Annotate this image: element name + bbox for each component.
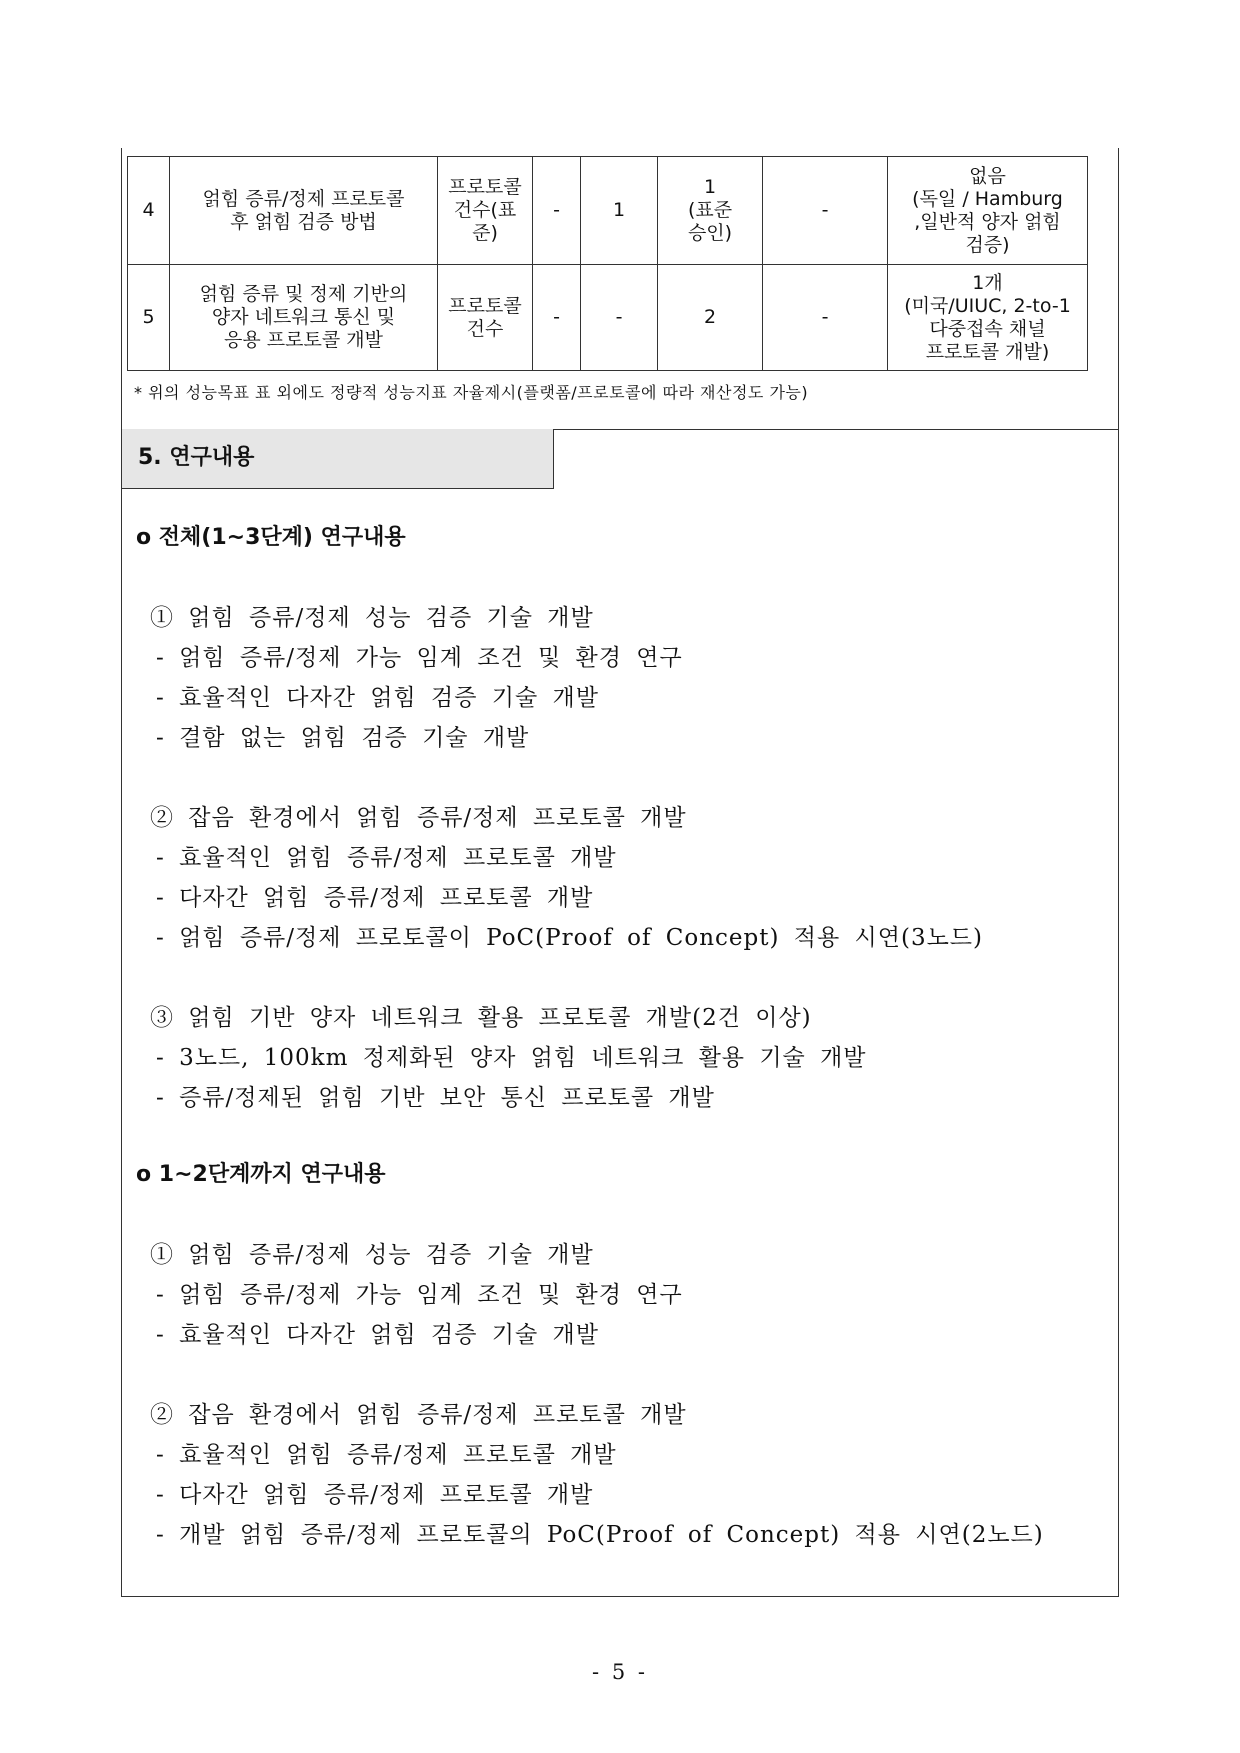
target-unit: 프로토콜 건수 (438, 265, 533, 371)
list-item: - 개발 얽힘 증류/정제 프로토콜의 PoC(Proof of Concept) 적용 시연(2노드) (156, 1522, 1044, 1548)
list-item: - 증류/정제된 얽힘 기반 보안 통신 프로토콜 개발 (156, 1085, 715, 1111)
row-number: 5 (128, 265, 170, 371)
benchmark-note: 없음 (독일 / Hamburg ,일반적 양자 얽힘 검증) (888, 157, 1088, 265)
row-number: 4 (128, 157, 170, 265)
target-item: 얽힘 증류/정제 프로토콜 후 얽힘 검증 방법 (170, 157, 438, 265)
target-cell: - (533, 157, 581, 265)
table-row (128, 265, 1088, 371)
phase12-title: o 1~2단계까지 연구내용 (136, 1162, 386, 1187)
list-item: - 다자간 얽힘 증류/정제 프로토콜 개발 (156, 885, 594, 911)
group-heading: ① 얽힘 증류/정제 성능 검증 기술 개발 (150, 605, 594, 631)
benchmark-note: 1개 (미국/UIUC, 2-to-1 다중접속 채널 프로토콜 개발) (888, 265, 1088, 371)
list-item: - 효율적인 얽힘 증류/정제 프로토콜 개발 (156, 1442, 617, 1468)
group-heading: ① 얽힘 증류/정제 성능 검증 기술 개발 (150, 1242, 594, 1268)
list-item: - 결함 없는 얽힘 검증 기술 개발 (156, 725, 530, 751)
list-item: - 3노드, 100km 정제화된 양자 얽힘 네트워크 활용 기술 개발 (156, 1045, 867, 1071)
target-cell: 1 (표준 승인) (658, 157, 763, 265)
list-item: - 효율적인 다자간 얽힘 검증 기술 개발 (156, 685, 599, 711)
list-item: - 얽힘 증류/정제 가능 임계 조건 및 환경 연구 (156, 645, 683, 671)
group-heading: ② 잡음 환경에서 얽힘 증류/정제 프로토콜 개발 (150, 1402, 687, 1428)
list-item: - 얽힘 증류/정제 프로토콜이 PoC(Proof of Concept) 적용 시연(3노드) (156, 925, 983, 951)
table-row (128, 157, 1088, 265)
target-cell: 1 (581, 157, 658, 265)
research-content (136, 518, 1096, 1555)
group-heading: ③ 얽힘 기반 양자 네트워크 활용 프로토콜 개발(2건 이상) (150, 1005, 812, 1031)
target-unit: 프로토콜 건수(표준) (438, 157, 533, 265)
list-item: - 효율적인 얽힘 증류/정제 프로토콜 개발 (156, 845, 617, 871)
target-cell: - (533, 265, 581, 371)
list-item: - 다자간 얽힘 증류/정제 프로토콜 개발 (156, 1482, 594, 1508)
section-title: 5. 연구내용 (122, 429, 554, 489)
target-cell: - (581, 265, 658, 371)
list-item: - 효율적인 다자간 얽힘 검증 기술 개발 (156, 1322, 599, 1348)
table-footnote: * 위의 성능목표 표 외에도 정량적 성능지표 자율제시(플랫폼/프로토콜에 따라 재산정도 가능) (134, 383, 809, 402)
overall-title: o 전체(1~3단계) 연구내용 (136, 525, 406, 550)
target-cell: 2 (658, 265, 763, 371)
target-cell: - (763, 157, 888, 265)
target-cell: - (763, 265, 888, 371)
list-item: - 얽힘 증류/정제 가능 임계 조건 및 환경 연구 (156, 1282, 683, 1308)
document-frame (121, 148, 1119, 1597)
page-number: - 5 - (592, 1660, 648, 1684)
target-item: 얽힘 증류 및 정제 기반의 양자 네트워크 통신 및 응용 프로토콜 개발 (170, 265, 438, 371)
performance-target-table (127, 156, 1088, 371)
group-heading: ② 잡음 환경에서 얽힘 증류/정제 프로토콜 개발 (150, 805, 687, 831)
